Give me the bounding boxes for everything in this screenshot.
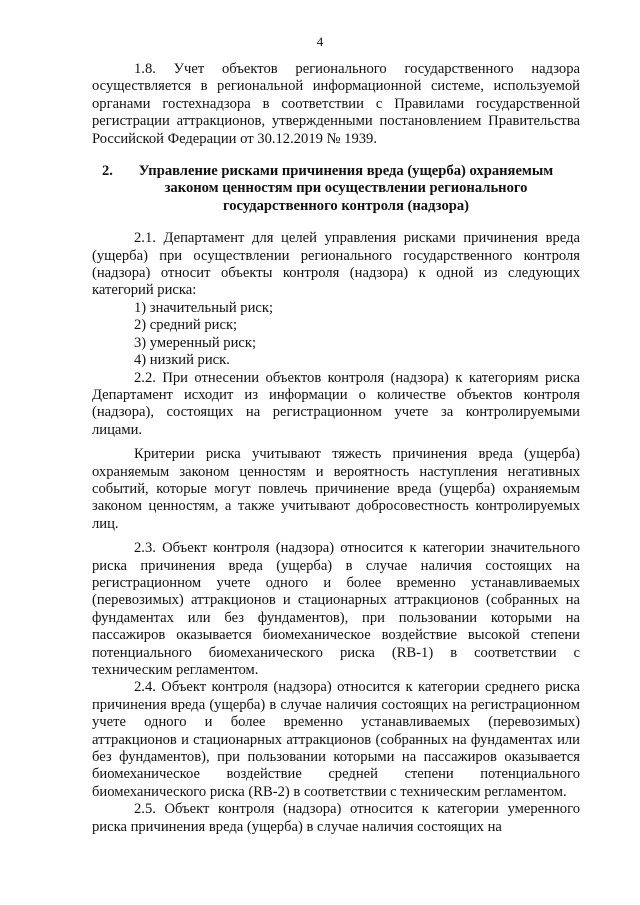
paragraph-2-3: 2.3. Объект контроля (надзора) относится к категории значительного риска причинения вреда (ущерба) в случае наличия состоящих на регистрационном учете одного и более временно устанавливаемых (перевозимых) аттракционов и стационарных аттракционов (собранных на фундаментах или без фундаментов), при пользовании которыми на пассажиров оказывается биомеханическое воздействие высокой степени потенциального биомеханического риска (RB-1) в соответствии с техническим регламентом. xyxy=(92,540,580,678)
risk-item: 2) средний риск; xyxy=(134,317,238,334)
risk-item: 4) низкий риск. xyxy=(134,352,230,369)
paragraph-2-2: 2.2. При отнесении объектов контроля (надзора) к категориям риска Департамент исходит из информации о количестве объектов контроля (надзора), состоящих на регистрационном учете за контролируемыми лицами. xyxy=(92,369,580,438)
paragraph-2-1: 2.1. Департамент для целей управления рисками причинения вреда (ущерба) при осуществлении регионального государственного контроля (надзора) относит объекты контроля (надзора) к одной из следующих категорий риска: xyxy=(92,230,580,299)
section-2-heading xyxy=(92,163,580,215)
paragraph-1-8: 1.8. Учет объектов регионального государственного надзора осуществляется в региональной информационной системе, используемой органами гостехнадзора в соответствии с Правилами государственной регистрации аттракционов, утвержденными постановлением Правительства Российской Федерации от 30.12.2019 № 1939. xyxy=(92,61,580,147)
page-number: 4 xyxy=(316,34,324,49)
risk-item: 3) умеренный риск; xyxy=(134,334,257,351)
document-body xyxy=(92,61,580,836)
paragraph-2-5: 2.5. Объект контроля (надзора) относится к категории умеренного риска причинения вреда (ущерба) в случае наличия состоящих на xyxy=(92,801,580,835)
section-2-number: 2. xyxy=(102,163,113,180)
risk-item: 1) значительный риск; xyxy=(134,299,274,316)
paragraph-2-4: 2.4. Объект контроля (надзора) относится к категории среднего риска причинения вреда (ущерба) в случае наличия состоящих на регистрационном учете одного и более временно устанавливаемых (перевозимых) аттракционов и стационарных аттракционов (собранных на фундаментах или без фундаментов), при пользовании которыми на пассажиров оказывается биомеханическое воздействие средней степени потенциального биомеханического риска (RB-2) в соответствии с техническим регламентом. xyxy=(92,679,580,800)
section-2-title: Управление рисками причинения вреда (ущерба) охраняемым законом ценностям при осуществлении регионального государственного контроля (надзора) xyxy=(138,163,554,214)
paragraph-risk-criteria: Критерии риска учитывают тяжесть причинения вреда (ущерба) охраняемым законом ценностям и вероятность наступления негативных событий, которые могут повлечь причинение вреда (ущерба) охраняемым законом ценностям, а также учитывают добросовестность контролируемых лиц. xyxy=(92,446,580,532)
